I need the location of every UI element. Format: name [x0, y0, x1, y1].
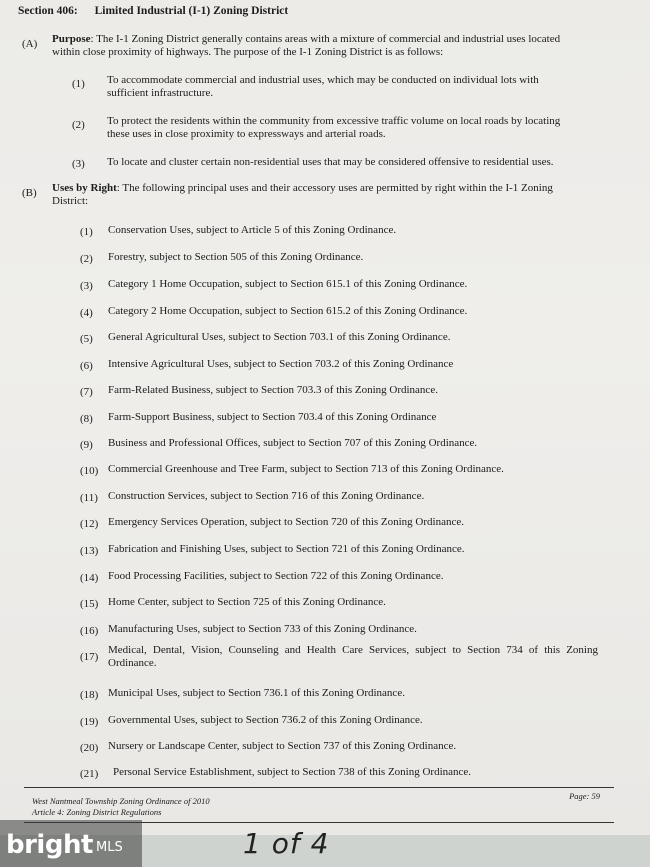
- use-item-num: (14): [80, 572, 99, 584]
- use-item: Farm-Related Business, subject to Section 703.3 of this Zoning Ordinance.: [108, 384, 438, 396]
- use-item: Forestry, subject to Section 505 of this Zoning Ordinance.: [108, 251, 364, 263]
- use-item-num: (21): [80, 768, 99, 780]
- purpose-label: (A): [22, 38, 38, 50]
- footer-ordinance-title: West Nantmeal Township Zoning Ordinance of 2010: [32, 796, 210, 806]
- purpose-item: To accommodate commercial and industrial uses, which may be conducted on individual lots with sufficient infrastructure.: [107, 74, 539, 99]
- use-item: Construction Services, subject to Section 716 of this Zoning Ordinance.: [108, 490, 425, 502]
- purpose-item: To locate and cluster certain non-residential uses that may be considered offensive to residential uses.: [107, 156, 554, 168]
- use-item-num: (8): [80, 413, 93, 425]
- purpose-paragraph: [52, 33, 600, 59]
- use-item-num: (9): [80, 439, 93, 451]
- use-item: Category 2 Home Occupation, subject to Section 615.2 of this Zoning Ordinance.: [108, 305, 468, 317]
- watermark-suffix: MLS: [96, 840, 123, 855]
- section-title: Limited Industrial (I-1) Zoning District: [94, 5, 289, 17]
- use-item: Commercial Greenhouse and Tree Farm, subject to Section 713 of this Zoning Ordinance.: [108, 463, 504, 475]
- section-number: Section 406:: [18, 5, 78, 17]
- use-item-num: (12): [80, 518, 99, 530]
- use-item: Municipal Uses, subject to Section 736.1 of this Zoning Ordinance.: [108, 687, 405, 699]
- bright-mls-watermark: [0, 820, 142, 867]
- use-item: Home Center, subject to Section 725 of this Zoning Ordinance.: [108, 596, 386, 608]
- use-item: Intensive Agricultural Uses, subject to Section 703.2 of this Zoning Ordinance: [108, 358, 454, 370]
- use-item-num: (16): [80, 625, 99, 637]
- use-item: Manufacturing Uses, subject to Section 733 of this Zoning Ordinance.: [108, 623, 417, 635]
- purpose-item-num: (1): [72, 78, 85, 90]
- purpose-item: To protect the residents within the community from excessive traffic volume on local roads by locating these uses in close proximity to expressways and arterial roads.: [107, 115, 561, 140]
- use-item-num: (20): [80, 742, 99, 754]
- purpose-item-num: (2): [72, 119, 85, 131]
- use-item: Nursery or Landscape Center, subject to Section 737 of this Zoning Ordinance.: [108, 740, 457, 752]
- use-item-num: (15): [80, 598, 99, 610]
- uses-label: (B): [22, 187, 37, 199]
- use-item-num: (11): [80, 492, 98, 504]
- footer-article: Article 4: Zoning District Regulations: [32, 807, 162, 817]
- section-heading: [18, 5, 288, 17]
- use-item-num: (6): [80, 360, 93, 372]
- handwritten-page-count: 1 of 4: [243, 827, 330, 860]
- use-item: General Agricultural Uses, subject to Section 703.1 of this Zoning Ordinance.: [108, 331, 451, 343]
- use-item: Fabrication and Finishing Uses, subject to Section 721 of this Zoning Ordinance.: [108, 543, 465, 555]
- uses-paragraph: [52, 182, 600, 208]
- use-item-num: (1): [80, 226, 93, 238]
- footer-page-number: Page: 59: [569, 791, 600, 801]
- page-footer: [24, 787, 614, 823]
- use-item: Medical, Dental, Vision, Counseling and Health Care Services, subject to Section 734 of this Zoning Ordinance.: [108, 644, 598, 669]
- use-item: Business and Professional Offices, subject to Section 707 of this Zoning Ordinance.: [108, 437, 478, 449]
- use-item-num: (10): [80, 465, 99, 477]
- use-item: Personal Service Establishment, subject to Section 738 of this Zoning Ordinance.: [113, 766, 472, 778]
- uses-heading: Uses by Right: [52, 182, 117, 194]
- use-item-num: (2): [80, 253, 93, 265]
- use-item: Emergency Services Operation, subject to Section 720 of this Zoning Ordinance.: [108, 516, 464, 528]
- use-item-num: (17): [80, 651, 99, 663]
- use-item: Governmental Uses, subject to Section 736.2 of this Zoning Ordinance.: [108, 714, 423, 726]
- use-item-num: (19): [80, 716, 99, 728]
- use-item: Food Processing Facilities, subject to Section 722 of this Zoning Ordinance.: [108, 570, 444, 582]
- purpose-item-num: (3): [72, 158, 85, 170]
- use-item-num: (18): [80, 689, 99, 701]
- use-item: Category 1 Home Occupation, subject to Section 615.1 of this Zoning Ordinance.: [108, 278, 468, 290]
- watermark-brand: bright: [6, 830, 93, 860]
- use-item: Conservation Uses, subject to Article 5 of this Zoning Ordinance.: [108, 224, 397, 236]
- use-item-num: (13): [80, 545, 99, 557]
- purpose-line1: : The I-1 Zoning District generally contains areas with a mixture of commercial and industrial uses located: [90, 33, 561, 45]
- use-item: Farm-Support Business, subject to Section 703.4 of this Zoning Ordinance: [108, 411, 437, 423]
- use-item-num: (4): [80, 307, 93, 319]
- use-item-num: (7): [80, 386, 93, 398]
- uses-line1: : The following principal uses and their accessory uses are permitted by right within the I-1 Zoning: [116, 182, 553, 194]
- purpose-heading: Purpose: [52, 33, 91, 45]
- purpose-line2: within close proximity of highways. The purpose of the I-1 Zoning District is as follows:: [52, 46, 444, 58]
- use-item-num: (5): [80, 333, 93, 345]
- uses-line2: District:: [52, 195, 89, 207]
- use-item-num: (3): [80, 280, 93, 292]
